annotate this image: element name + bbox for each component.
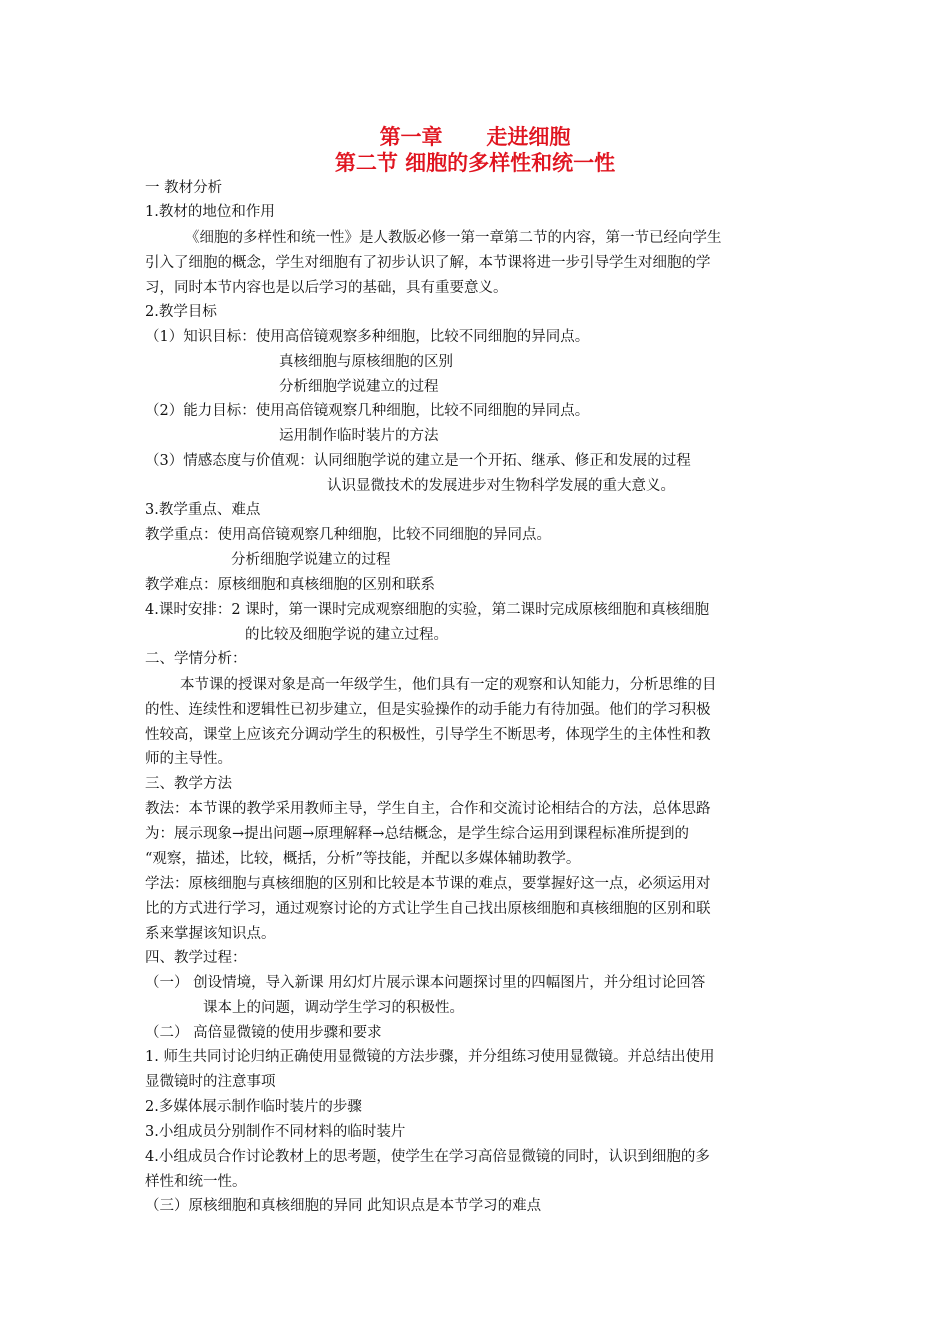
paragraph-line: 习，同时本节内容也是以后学习的基础，具有重要意义。: [145, 280, 508, 296]
subheading-position: 1.教材的地位和作用: [145, 204, 275, 220]
paragraph-line: 《细胞的多样性和统一性》是人教版必修一第一章第二节的内容，第一节已经向学生: [185, 230, 722, 246]
objective-line: 运用制作临时装片的方法: [279, 428, 439, 444]
process-line: 课本上的问题，调动学生学习的积极性。: [203, 1000, 464, 1016]
heading-material-analysis: 一 教材分析: [145, 180, 223, 196]
paragraph-line: 学法：原核细胞与真核细胞的区别和比较是本节课的难点，要掌握好这一点，必须运用对: [145, 876, 711, 892]
key-point-line: 教学重点：使用高倍镜观察几种细胞，比较不同细胞的异同点。: [145, 527, 551, 543]
paragraph-line: 的性、连续性和逻辑性已初步建立，但是实验操作的动手能力有待加强。他们的学习积极: [145, 702, 711, 718]
chapter-title: 第一章 走进细胞: [379, 125, 571, 149]
paragraph-line: 教法：本节课的教学采用教师主导，学生自主，合作和交流讨论相结合的方法，总体思路: [145, 801, 711, 817]
process-line: 3.小组成员分别制作不同材料的临时装片: [145, 1124, 406, 1140]
schedule-line: 的比较及细胞学说的建立过程。: [245, 627, 448, 643]
objective-line: （2）能力目标：使用高倍镜观察几种细胞，比较不同细胞的异同点。: [145, 403, 590, 419]
key-point-line: 分析细胞学说建立的过程: [231, 552, 391, 568]
process-heading: （二） 高倍显微镜的使用步骤和要求: [145, 1025, 382, 1041]
paragraph-line: 比的方式进行学习，通过观察讨论的方式让学生自己找出原核细胞和真核细胞的区别和联: [145, 901, 711, 917]
process-heading: （三）原核细胞和真核细胞的异同 此知识点是本节学习的难点: [145, 1198, 542, 1214]
schedule-line: 4.课时安排：2 课时，第一课时完成观察细胞的实验，第二课时完成原核细胞和真核细胞: [145, 602, 710, 618]
paragraph-line: “观察，描述，比较，概括，分析”等技能，并配以多媒体辅助教学。: [145, 851, 581, 867]
paragraph-line: 系来掌握该知识点。: [145, 926, 276, 942]
subheading-objectives: 2.教学目标: [145, 304, 217, 320]
heading-teaching-method: 三、教学方法: [145, 776, 232, 792]
subheading-key-points: 3.教学重点、难点: [145, 502, 261, 518]
objective-line: （3）情感态度与价值观：认同细胞学说的建立是一个开拓、继承、修正和发展的过程: [145, 453, 691, 469]
process-line: （一） 创设情境，导入新课 用幻灯片展示课本问题探讨里的四幅图片，并分组讨论回答: [145, 975, 706, 991]
heading-student-analysis: 二、学情分析：: [145, 651, 247, 667]
process-line: 显微镜时的注意事项: [145, 1074, 276, 1090]
paragraph-line: 为：展示现象→提出问题→原理解释→总结概念，是学生综合运用到课程标准所提到的: [145, 826, 689, 842]
paragraph-line: 性较高，课堂上应该充分调动学生的积极性，引导学生不断思考，体现学生的主体性和教: [145, 727, 711, 743]
heading-teaching-process: 四、教学过程：: [145, 950, 247, 966]
section-title: 第二节 细胞的多样性和统一性: [334, 151, 616, 175]
objective-line: （1）知识目标：使用高倍镜观察多种细胞，比较不同细胞的异同点。: [145, 329, 590, 345]
process-line: 2.多媒体展示制作临时装片的步骤: [145, 1099, 362, 1115]
key-point-line: 教学难点：原核细胞和真核细胞的区别和联系: [145, 577, 435, 593]
objective-line: 分析细胞学说建立的过程: [279, 379, 439, 395]
objective-line: 认识显微技术的发展进步对生物科学发展的重大意义。: [327, 478, 675, 494]
process-line: 样性和统一性。: [145, 1174, 247, 1190]
paragraph-line: 本节课的授课对象是高一年级学生，他们具有一定的观察和认知能力，分析思维的目: [180, 677, 717, 693]
objective-line: 真核细胞与原核细胞的区别: [279, 354, 453, 370]
paragraph-line: 引入了细胞的概念，学生对细胞有了初步认识了解，本节课将进一步引导学生对细胞的学: [145, 255, 711, 271]
process-line: 1. 师生共同讨论归纳正确使用显微镜的方法步骤，并分组练习使用显微镜。并总结出使用: [145, 1049, 715, 1065]
paragraph-line: 师的主导性。: [145, 751, 232, 767]
process-line: 4.小组成员合作讨论教材上的思考题，使学生在学习高倍显微镜的同时，认识到细胞的多: [145, 1149, 710, 1165]
